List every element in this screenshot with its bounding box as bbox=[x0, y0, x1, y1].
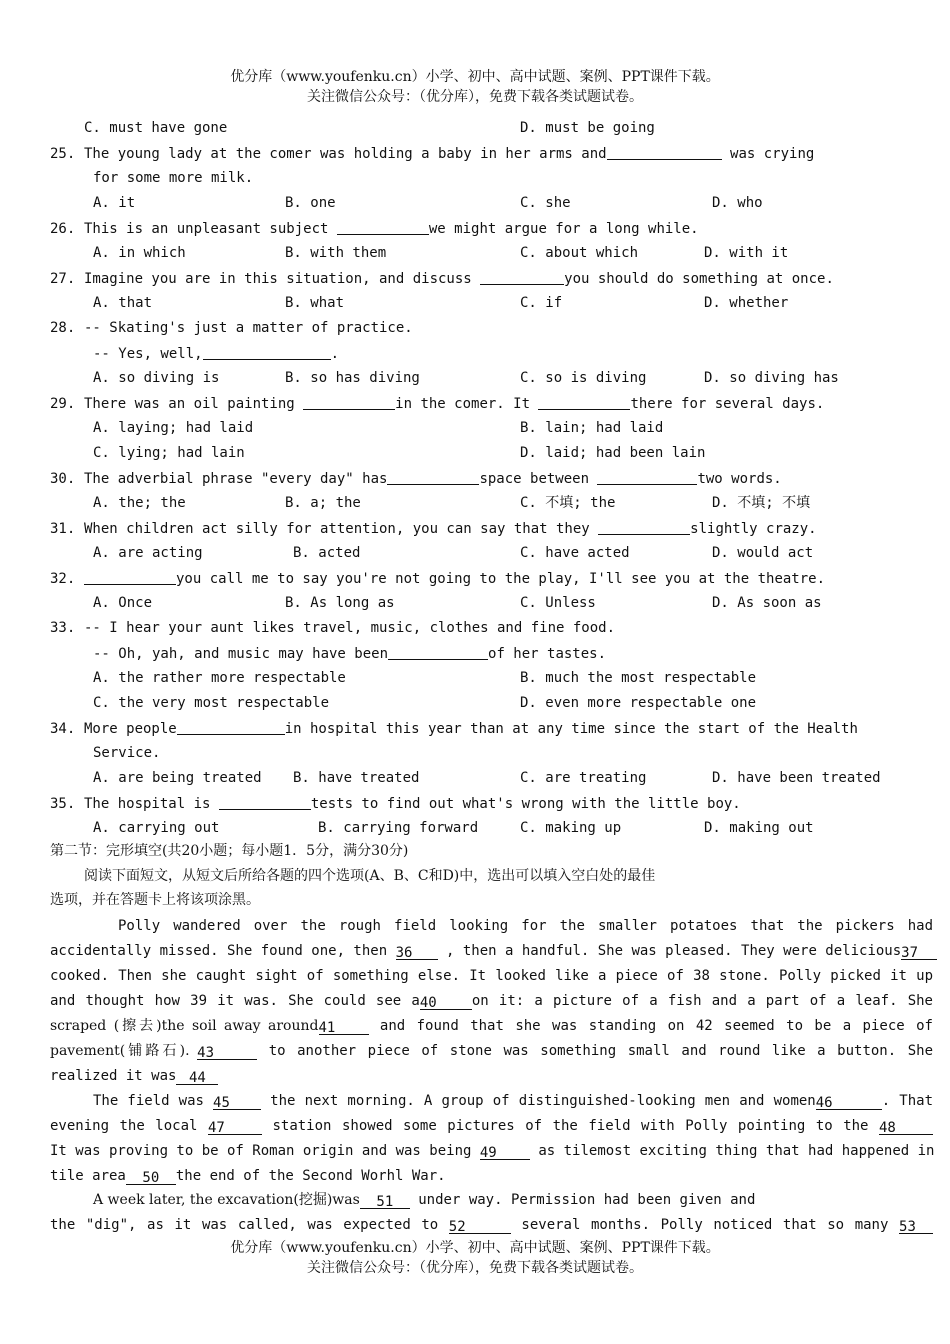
passage-p2-line4: tile area 50 the end of the Second Worhl War. bbox=[50, 1168, 446, 1186]
q33-stem-a: -- I hear your aunt likes travel, music, clothes and fine food. bbox=[84, 620, 616, 636]
q25-stem-cont: for some more milk. bbox=[93, 170, 254, 186]
q34-option-a: A. are being treated bbox=[93, 770, 262, 786]
q34-number: 34. bbox=[50, 721, 76, 737]
q27-option-c: C. if bbox=[520, 295, 563, 311]
q24-option-d: D. must be going bbox=[520, 120, 655, 136]
passage-p1-line6: pavement(铺路石). 43 to another piece of stone was something small and round like a button. She bbox=[50, 1043, 933, 1061]
q34-stem-b: in hospital this year than at any time since the start of the Health bbox=[284, 721, 858, 737]
q32-stem-b: you call me to say you're not going to the play, I'll see you at the theatre. bbox=[176, 571, 826, 587]
q25-stem bbox=[50, 144, 814, 163]
q31-option-b: B. acted bbox=[293, 545, 361, 561]
q29-stem-a: There was an oil painting bbox=[84, 396, 304, 412]
q26-option-a: A. in which bbox=[93, 245, 186, 261]
q25-option-c: C. she bbox=[520, 195, 571, 211]
q26-blank bbox=[337, 219, 429, 235]
section2-title: 第二节：完形填空(共20小题；每小题1．5分，满分30分) bbox=[50, 843, 409, 859]
q31-option-a: A. are acting bbox=[93, 545, 203, 561]
q34-option-c: C. are treating bbox=[520, 770, 647, 786]
blank-38: 38 bbox=[693, 968, 710, 984]
q28-number: 28. bbox=[50, 320, 76, 336]
q35-option-d: D. making out bbox=[704, 820, 814, 836]
passage-p3-line2: the "dig", as it was called, was expected to 52 several months. Polly noticed that so many 53 bbox=[50, 1216, 933, 1234]
q29-option-b: B. lain; had laid bbox=[520, 420, 664, 436]
q29-option-c: C. lying; had lain bbox=[93, 445, 245, 461]
blank-42: 42 bbox=[695, 1018, 713, 1034]
blank-36: 36 bbox=[396, 944, 438, 960]
blank-47: 47 bbox=[208, 1119, 262, 1135]
passage-p1-line5: scraped (擦去)the soil away around41 and found that she was standing on 42 seemed to be a piece of bbox=[50, 1018, 933, 1036]
passage-p2-line2: evening the local 47 station showed some pictures of the field with Polly pointing to the 48 bbox=[50, 1117, 933, 1135]
q26-number: 26. bbox=[50, 221, 76, 237]
q33-number: 33. bbox=[50, 620, 76, 636]
passage-p1-line2: accidentally missed. She found one, then 36 , then a handful. She was pleased. They were delicious37 bbox=[50, 942, 933, 960]
q28-stem-a: -- Skating's just a matter of practice. bbox=[84, 320, 413, 336]
q30-number: 30. bbox=[50, 471, 76, 487]
q29-stem-c: there for several days. bbox=[630, 396, 825, 412]
passage-p3-line1: A week later, the excavation(挖掘)was 51 under way. Permission had been given and bbox=[93, 1192, 756, 1210]
q30-option-b: B. a; the bbox=[285, 495, 361, 511]
q32-number: 32. bbox=[50, 571, 76, 587]
q32-option-c: C. Unless bbox=[520, 595, 596, 611]
q29-stem-b: in the comer. It bbox=[395, 396, 539, 412]
q25-number: 25. bbox=[50, 146, 76, 162]
q33-option-d: D. even more respectable one bbox=[520, 695, 757, 711]
q28-option-a: A. so diving is bbox=[93, 370, 220, 386]
q34-stem-cont: Service. bbox=[93, 745, 161, 761]
q29-option-d: D. laid; had been lain bbox=[520, 445, 706, 461]
q33-option-c: C. the very most respectable bbox=[93, 695, 330, 711]
q28-stem-c: . bbox=[330, 346, 340, 362]
section2-instructions-1: 阅读下面短文，从短文后所给各题的四个选项(A、B、C和D)中，选出可以填入空白处的最佳 bbox=[84, 868, 656, 884]
q28-stem-b: -- Yes, well, bbox=[93, 346, 203, 362]
q30-stem-b: space between bbox=[479, 471, 598, 487]
q29-number: 29. bbox=[50, 396, 76, 412]
q26-option-c: C. about which bbox=[520, 245, 639, 261]
q29-blank-2 bbox=[538, 394, 630, 410]
q35-option-b: B. carrying forward bbox=[318, 820, 479, 836]
q28-blank bbox=[203, 344, 331, 360]
q32-option-d: D. As soon as bbox=[712, 595, 822, 611]
section2-instructions-2: 选项，并在答题卡上将该项涂黑。 bbox=[50, 892, 260, 908]
q33-option-a: A. the rather more respectable bbox=[93, 670, 346, 686]
q30-blank-2 bbox=[597, 469, 697, 485]
q27-blank bbox=[480, 269, 564, 285]
q31-option-d: D. would act bbox=[712, 545, 814, 561]
q27-number: 27. bbox=[50, 271, 76, 287]
q31-stem bbox=[50, 519, 817, 538]
q35-stem-b: tests to find out what's wrong with the little boy. bbox=[310, 796, 741, 812]
q26-stem-a: This is an unpleasant subject bbox=[84, 221, 337, 237]
q33-blank bbox=[388, 644, 488, 660]
footer-line-1: 优分库（www.youfenku.cn）小学、初中、高中试题、案例、PPT课件下载。 bbox=[230, 1240, 720, 1256]
blank-40: 40 bbox=[420, 994, 472, 1010]
q25-option-d: D. who bbox=[712, 195, 763, 211]
header-line-2: 关注微信公众号：（优分库），免费下载各类试题试卷。 bbox=[307, 89, 643, 105]
q28-option-c: C. so is diving bbox=[520, 370, 647, 386]
q33-stem-b: -- Oh, yah, and music may have been bbox=[93, 646, 389, 662]
q34-stem bbox=[50, 719, 858, 738]
q26-stem bbox=[50, 219, 699, 238]
blank-43: 43 bbox=[197, 1044, 257, 1060]
blank-53: 53 bbox=[899, 1218, 933, 1234]
q31-option-c: C. have acted bbox=[520, 545, 630, 561]
q27-option-b: B. what bbox=[285, 295, 345, 311]
blank-39: 39 bbox=[190, 993, 207, 1009]
passage-p1-line3: cooked. Then she caught sight of something else. It looked like a piece of 38 stone. Polly picked it up bbox=[50, 968, 934, 984]
q28-option-d: D. so diving has bbox=[704, 370, 839, 386]
q35-stem-a: The hospital is bbox=[84, 796, 219, 812]
q32-option-a: A. Once bbox=[93, 595, 153, 611]
q28-stem bbox=[50, 319, 413, 337]
q30-stem-a: The adverbial phrase "every day" has bbox=[84, 471, 388, 487]
q29-stem bbox=[50, 394, 824, 413]
q30-blank-1 bbox=[387, 469, 479, 485]
q30-stem bbox=[50, 469, 782, 488]
passage-p1-line1: Polly wandered over the rough field looking for the smaller potatoes that the pickers had bbox=[118, 918, 933, 934]
q29-option-a: A. laying; had laid bbox=[93, 420, 254, 436]
q35-option-c: C. making up bbox=[520, 820, 622, 836]
q32-option-b: B. As long as bbox=[285, 595, 395, 611]
blank-50: 50 bbox=[126, 1169, 176, 1185]
q31-stem-a: When children act silly for attention, you can say that they bbox=[84, 521, 599, 537]
passage-p2-line3: It was proving to be of Roman origin and was being 49 as tilemost exciting thing that had happened in bbox=[50, 1143, 935, 1161]
q30-option-c: C. 不填; the bbox=[520, 495, 616, 511]
q33-option-b: B. much the most respectable bbox=[520, 670, 757, 686]
footer-line-2: 关注微信公众号：（优分库），免费下载各类试题试卷。 bbox=[307, 1260, 643, 1276]
q32-blank bbox=[84, 569, 176, 585]
header-line-1: 优分库（www.youfenku.cn）小学、初中、高中试题、案例、PPT课件下载。 bbox=[230, 69, 720, 85]
q31-number: 31. bbox=[50, 521, 76, 537]
q26-option-d: D. with it bbox=[704, 245, 789, 261]
q35-option-a: A. carrying out bbox=[93, 820, 220, 836]
q29-blank-1 bbox=[303, 394, 395, 410]
q34-option-b: B. have treated bbox=[293, 770, 420, 786]
q33-stem-c: of her tastes. bbox=[488, 646, 607, 662]
q35-number: 35. bbox=[50, 796, 76, 812]
q27-stem-a: Imagine you are in this situation, and discuss bbox=[84, 271, 481, 287]
passage-p1-line7: realized it was 44 bbox=[50, 1067, 218, 1085]
q25-option-b: B. one bbox=[285, 195, 336, 211]
passage-p1-line4: and thought how 39 it was. She could see a40 on it: a picture of a fish and a part of a leaf. She bbox=[50, 993, 933, 1011]
q27-stem-b: you should do something at once. bbox=[564, 271, 834, 287]
q27-option-d: D. whether bbox=[704, 295, 789, 311]
q34-option-d: D. have been treated bbox=[712, 770, 881, 786]
q30-option-d: D. 不填; 不填 bbox=[712, 495, 811, 511]
q31-blank bbox=[598, 519, 690, 535]
q35-blank bbox=[219, 794, 311, 810]
q27-stem bbox=[50, 269, 834, 288]
q33-stem bbox=[50, 619, 615, 637]
blank-49: 49 bbox=[480, 1144, 530, 1160]
blank-41: 41 bbox=[319, 1019, 369, 1035]
q33-stem-cont bbox=[93, 644, 606, 663]
q25-stem-b: was crying bbox=[721, 146, 815, 162]
q25-option-a: A. it bbox=[93, 195, 136, 211]
q25-blank bbox=[607, 144, 722, 160]
blank-51: 51 bbox=[360, 1193, 410, 1209]
q34-blank bbox=[177, 719, 285, 735]
q35-stem bbox=[50, 794, 741, 813]
blank-37: 37 bbox=[901, 944, 937, 960]
passage-p2-line1: The field was 45 the next morning. A group of distinguished-looking men and women46 . That bbox=[93, 1093, 934, 1111]
q30-option-a: A. the; the bbox=[93, 495, 186, 511]
q28-option-b: B. so has diving bbox=[285, 370, 420, 386]
q30-stem-c: two words. bbox=[697, 471, 782, 487]
blank-45: 45 bbox=[213, 1094, 261, 1110]
q31-stem-b: slightly crazy. bbox=[690, 521, 817, 537]
q34-stem-a: More people bbox=[84, 721, 177, 737]
q27-option-a: A. that bbox=[93, 295, 153, 311]
q25-stem-a: The young lady at the comer was holding a baby in her arms and bbox=[84, 146, 607, 162]
q26-stem-b: we might argue for a long while. bbox=[428, 221, 699, 237]
q32-stem bbox=[50, 569, 825, 588]
blank-46: 46 bbox=[816, 1094, 882, 1110]
q28-stem-cont bbox=[93, 344, 339, 363]
q24-option-c: C. must have gone bbox=[84, 120, 228, 136]
blank-44: 44 bbox=[176, 1069, 218, 1085]
q26-option-b: B. with them bbox=[285, 245, 387, 261]
blank-52: 52 bbox=[449, 1218, 511, 1234]
blank-48: 48 bbox=[879, 1119, 933, 1135]
